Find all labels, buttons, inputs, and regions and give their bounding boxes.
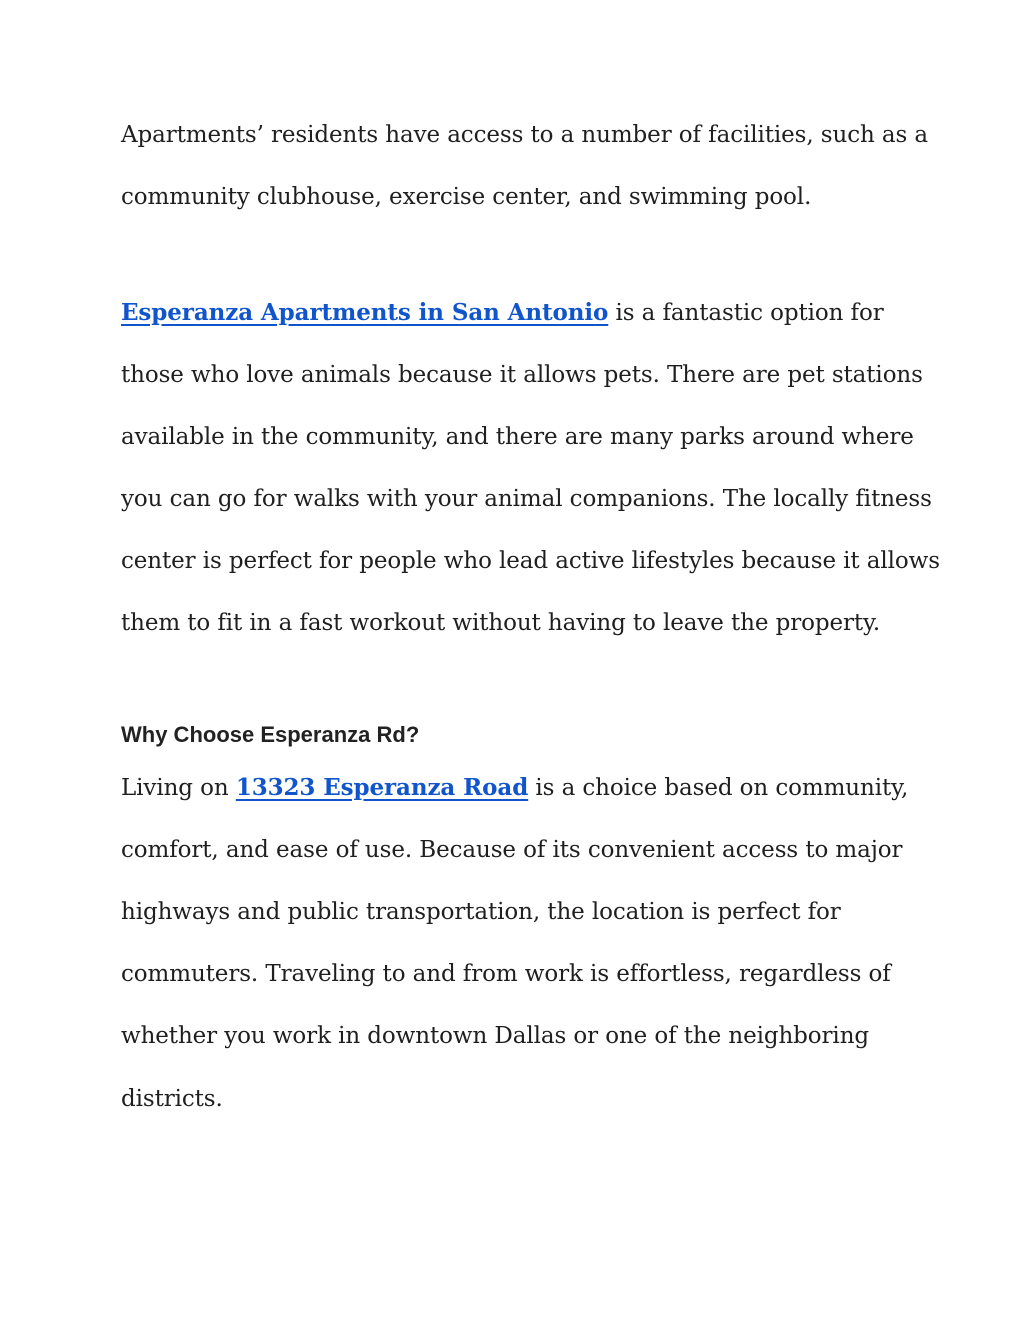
paragraph-2-line-1	[121, 298, 884, 328]
paragraph-1-line-1: Apartments’ residents have access to a number of facilities, such as a	[121, 122, 929, 148]
esperanza-apartments-link[interactable]: Esperanza Apartments in San Antonio	[121, 299, 609, 326]
paragraph-2-line-6: them to fit in a fast workout without having to leave the property.	[121, 610, 881, 636]
paragraph-3-line-4: commuters. Traveling to and from work is effortless, regardless of	[121, 961, 891, 987]
paragraph-3-line-5: whether you work in downtown Dallas or one of the neighboring	[121, 1023, 870, 1049]
paragraph-2-line-3: available in the community, and there are many parks around where	[121, 424, 914, 450]
paragraph-2-line-4: you can go for walks with your animal companions. The locally fitness	[121, 486, 932, 512]
section-heading: Why Choose Esperanza Rd?	[121, 722, 420, 747]
paragraph-2-line-5: center is perfect for people who lead active lifestyles because it allows	[121, 548, 940, 574]
paragraph-3-line-1-text: is a choice based on community,	[528, 775, 909, 801]
paragraph-3-line-6: districts.	[121, 1086, 223, 1112]
paragraph-3-line-2: comfort, and ease of use. Because of its convenient access to major	[121, 837, 903, 863]
paragraph-2-line-2: those who love animals because it allows pets. There are pet stations	[121, 362, 923, 388]
paragraph-3-line-3: highways and public transportation, the location is perfect for	[121, 899, 841, 925]
paragraph-1-line-2: community clubhouse, exercise center, and swimming pool.	[121, 184, 812, 210]
paragraph-3-line-1	[121, 773, 908, 803]
paragraph-3-line-1-prefix: Living on	[121, 775, 236, 801]
paragraph-2-line-1-text: is a fantastic option for	[608, 300, 884, 326]
esperanza-road-link[interactable]: 13323 Esperanza Road	[235, 774, 529, 801]
